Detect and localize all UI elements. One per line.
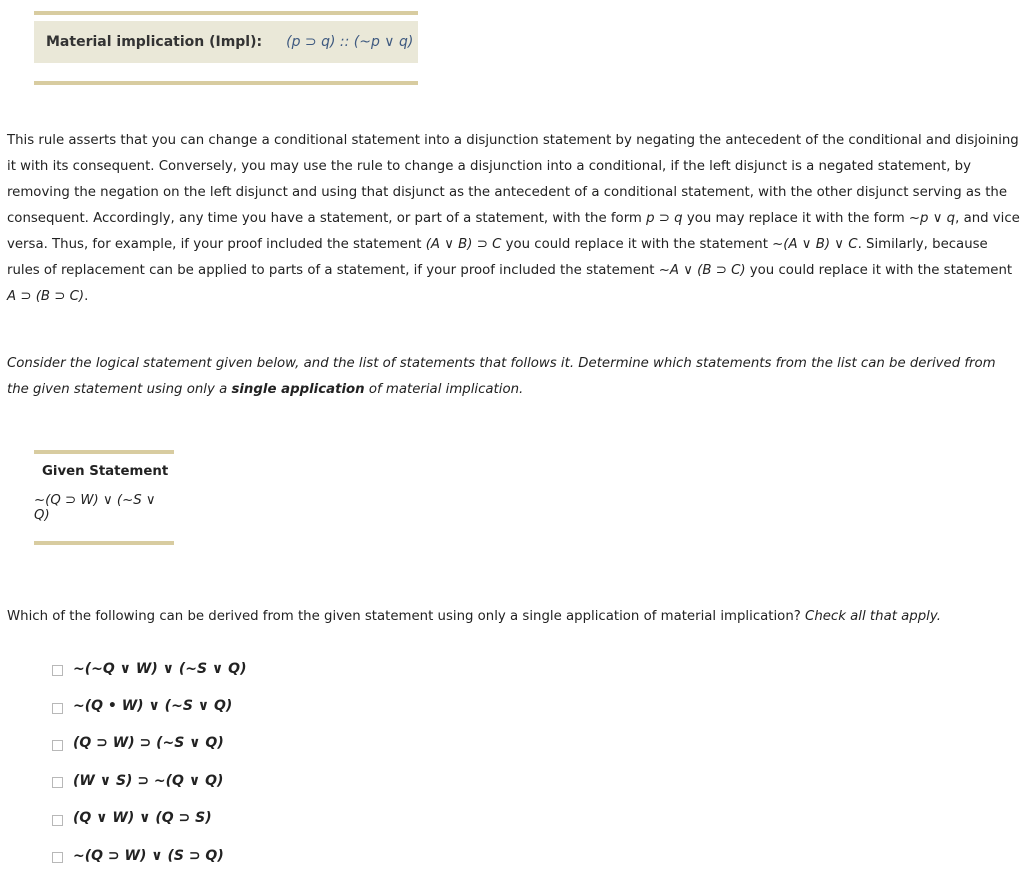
divider (34, 450, 174, 454)
given-statement-box (34, 450, 174, 545)
formula: A ⊃ (B ⊃ C) (7, 289, 85, 304)
text: you could replace it with the statement (745, 263, 1013, 278)
given-title: Given Statement (42, 464, 169, 479)
formula: p ⊃ q (646, 211, 683, 226)
rule-row (34, 21, 418, 63)
option-label: ~(~Q ∨ W) ∨ (~S ∨ Q) (73, 660, 247, 677)
given-statement: ~(Q ⊃ W) ∨ (~S ∨ Q) (34, 493, 156, 523)
text: you may replace it with the form (682, 211, 909, 226)
text: . Similarly, because rules of replacement can be applied to parts of a statement, if your proof included the statement (7, 237, 988, 278)
rule-name: Material implication (Impl): (46, 34, 263, 50)
option-5[interactable] (52, 800, 246, 837)
options-list (52, 650, 246, 874)
divider (34, 11, 418, 15)
rule-box (34, 11, 418, 85)
rule-formula: (p ⊃ q) :: (~p ∨ q) (286, 34, 414, 50)
checkbox[interactable] (52, 665, 63, 676)
formula: (A ∨ B) ⊃ C (425, 237, 502, 252)
explanation-paragraph (7, 128, 1021, 310)
hint: Check all that apply. (805, 609, 941, 624)
checkbox[interactable] (52, 777, 63, 788)
divider (34, 81, 418, 85)
option-label: (Q ∨ W) ∨ (Q ⊃ S) (73, 810, 212, 827)
option-2[interactable] (52, 687, 246, 724)
formula: ~p ∨ q (908, 211, 956, 226)
option-label: ~(Q • W) ∨ (~S ∨ Q) (73, 698, 233, 715)
checkbox[interactable] (52, 852, 63, 863)
option-label: (W ∨ S) ⊃ ~(Q ∨ Q) (73, 772, 224, 789)
checkbox[interactable] (52, 815, 63, 826)
instruction-paragraph (7, 351, 1021, 403)
text: of material implication. (364, 382, 524, 397)
formula: ~A ∨ (B ⊃ C) (658, 263, 746, 278)
text: you could replace it with the statement (501, 237, 773, 252)
checkbox[interactable] (52, 740, 63, 751)
emphasis: single application (231, 382, 365, 397)
checkbox[interactable] (52, 703, 63, 714)
option-4[interactable] (52, 762, 246, 799)
text: Which of the following can be derived from the given statement using only a single application of material implication? (7, 609, 806, 624)
question-text (7, 604, 1021, 630)
divider (34, 541, 174, 545)
text: Consider the logical statement given below, and the list of statements that follows it. Determine which statements from the list can be derived from the given statement using only a (7, 356, 996, 397)
option-label: ~(Q ⊃ W) ∨ (S ⊃ Q) (73, 847, 224, 864)
text: . (84, 289, 89, 304)
formula: ~(A ∨ B) ∨ C (772, 237, 858, 252)
option-1[interactable] (52, 650, 246, 687)
option-6[interactable] (52, 837, 246, 874)
text: , and vice versa. Thus, for example, if your proof included the statement (7, 211, 1020, 252)
option-label: (Q ⊃ W) ⊃ (~S ∨ Q) (73, 735, 224, 752)
option-3[interactable] (52, 725, 246, 762)
text: This rule asserts that you can change a conditional statement into a disjunction statement by negating the antecedent of the conditional and disjoining it with its consequent. Conversely, you may use the rule to change a disjunction into a conditional, if the left disjunct is a negated statement, by removing the negation on the left disjunct and using that disjunct as the antecedent of a conditional statement, with the other disjunct serving as the consequent. Accordingly, any time you have a statement, or part of a statement, with the form (7, 133, 1019, 226)
